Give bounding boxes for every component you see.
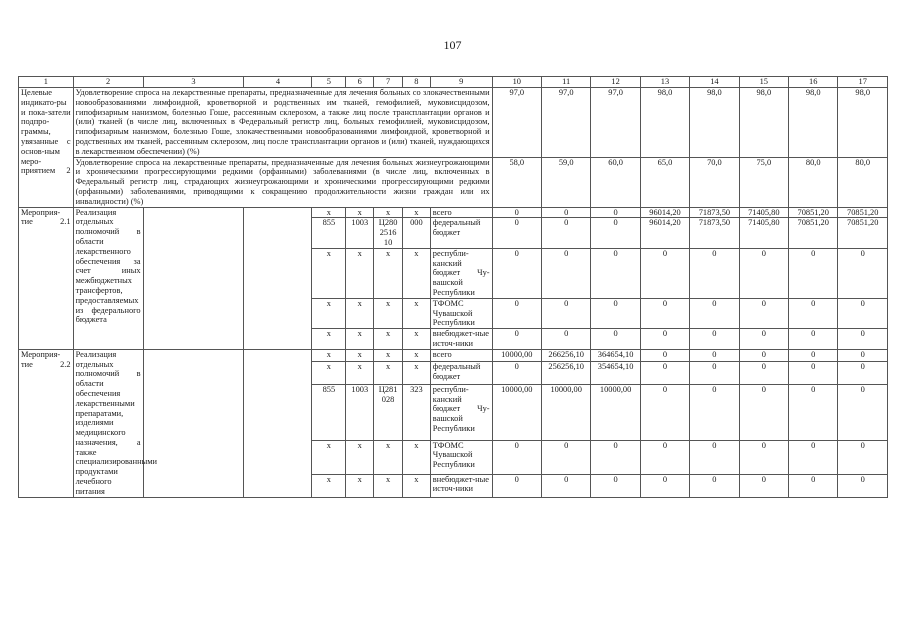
amount-cell: 0	[739, 329, 788, 350]
indicator-label: Целевые индикато-ры и пока-затели подпро-граммы, увязанные с основ-ным меро-приятием 2	[19, 88, 74, 208]
amount-cell: 0	[591, 207, 640, 218]
amount-cell: 71405,80	[739, 207, 788, 218]
code-cell: x	[403, 349, 431, 361]
column-header: 4	[244, 77, 312, 88]
indicator-value: 70,0	[690, 157, 739, 207]
amount-cell: 0	[640, 298, 689, 328]
amount-cell: 266256,10	[541, 349, 590, 361]
amount-cell: 0	[789, 298, 838, 328]
code-cell: x	[403, 248, 431, 298]
amount-cell: 0	[640, 248, 689, 298]
code-cell: x	[403, 361, 431, 384]
amount-cell: 0	[492, 474, 541, 497]
amount-cell: 0	[640, 361, 689, 384]
table-body	[19, 77, 888, 498]
code-cell: x	[346, 329, 374, 350]
amount-cell: 0	[838, 384, 888, 440]
code-cell: x	[346, 207, 374, 218]
column-header: 6	[346, 77, 374, 88]
indicator-value: 75,0	[739, 157, 788, 207]
program-table	[18, 76, 888, 498]
indicator-value: 98,0	[690, 88, 739, 158]
amount-cell: 0	[591, 474, 640, 497]
code-cell: x	[374, 298, 403, 328]
code-cell: x	[312, 329, 346, 350]
funding-source: всего	[430, 349, 492, 361]
amount-cell: 0	[591, 440, 640, 474]
amount-cell: 70851,20	[789, 207, 838, 218]
header-row	[19, 77, 888, 88]
code-cell: x	[346, 474, 374, 497]
indicator-value: 98,0	[640, 88, 689, 158]
code-cell: x	[403, 329, 431, 350]
amount-cell: 0	[789, 248, 838, 298]
amount-cell: 70851,20	[789, 218, 838, 248]
amount-cell: 0	[838, 329, 888, 350]
amount-cell: 70851,20	[838, 207, 888, 218]
code-cell: x	[312, 440, 346, 474]
amount-cell: 0	[690, 384, 739, 440]
indicator-value: 80,0	[789, 157, 838, 207]
indicator-value: 65,0	[640, 157, 689, 207]
code-cell: x	[403, 474, 431, 497]
amount-cell: 10000,00	[492, 349, 541, 361]
amount-cell: 0	[591, 218, 640, 248]
code-cell: 1003	[346, 218, 374, 248]
code-cell: x	[312, 474, 346, 497]
column-header: 17	[838, 77, 888, 88]
amount-cell: 96014,20	[640, 207, 689, 218]
funding-source: всего	[430, 207, 492, 218]
column-header: 1	[19, 77, 74, 88]
amount-cell: 0	[591, 248, 640, 298]
code-cell: x	[374, 440, 403, 474]
funding-source: республи-канский бюджет Чу-вашской Республики	[430, 384, 492, 440]
amount-cell: 0	[838, 349, 888, 361]
indicator-value: 58,0	[492, 157, 541, 207]
amount-cell: 0	[541, 207, 590, 218]
funding-source: федеральный бюджет	[430, 218, 492, 248]
indicator-value: 98,0	[838, 88, 888, 158]
amount-cell: 0	[739, 248, 788, 298]
amount-cell: 256256,10	[541, 361, 590, 384]
event-label: Мероприя-тие 2.2	[19, 349, 74, 497]
column-header: 12	[591, 77, 640, 88]
code-cell: 855	[312, 218, 346, 248]
amount-cell: 0	[739, 474, 788, 497]
code-cell: Ц280 2516 10	[374, 218, 403, 248]
amount-cell: 0	[739, 298, 788, 328]
amount-cell: 0	[838, 248, 888, 298]
amount-cell: 0	[591, 329, 640, 350]
code-cell: 000	[403, 218, 431, 248]
amount-cell: 0	[838, 361, 888, 384]
funding-source: ТФОМС Чувашской Республики	[430, 298, 492, 328]
indicator-text: Удовлетворение спроса на лекарственные препараты, предназначенные для лечения больных жизнеугрожающими и хроническими прогрессирующими редкими (орфанными) заболеваниями (в числе лиц, включенных в Федеральный регистр лиц, страдающих жизнеугрожающими и хроническими прогрессирующими редкими (орфанными) заболеваниями, приводящими к сокращению продолжительности жизни граждан или их инвалидности) (%)	[73, 157, 492, 207]
code-cell: Ц281 028	[374, 384, 403, 440]
column-header: 13	[640, 77, 689, 88]
column-header: 15	[739, 77, 788, 88]
event-label: Мероприя-тие 2.1	[19, 207, 74, 349]
code-cell: x	[346, 248, 374, 298]
col-3-cell	[143, 207, 244, 349]
indicator-value: 97,0	[591, 88, 640, 158]
amount-cell: 0	[541, 298, 590, 328]
table-row	[19, 207, 888, 218]
amount-cell: 0	[640, 440, 689, 474]
amount-cell: 0	[838, 440, 888, 474]
code-cell: x	[403, 440, 431, 474]
column-header: 7	[374, 77, 403, 88]
column-header: 16	[789, 77, 838, 88]
column-header: 10	[492, 77, 541, 88]
amount-cell: 0	[838, 474, 888, 497]
amount-cell: 10000,00	[591, 384, 640, 440]
code-cell: x	[346, 349, 374, 361]
code-cell: x	[346, 298, 374, 328]
amount-cell: 0	[739, 384, 788, 440]
indicator-value: 97,0	[541, 88, 590, 158]
column-header: 2	[73, 77, 143, 88]
amount-cell: 0	[541, 440, 590, 474]
code-cell: x	[374, 361, 403, 384]
amount-cell: 0	[789, 440, 838, 474]
amount-cell: 0	[541, 218, 590, 248]
code-cell: x	[374, 474, 403, 497]
amount-cell: 364654,10	[591, 349, 640, 361]
col-4-cell	[244, 207, 312, 349]
amount-cell: 0	[739, 349, 788, 361]
indicator-value: 97,0	[492, 88, 541, 158]
amount-cell: 0	[690, 361, 739, 384]
amount-cell: 0	[690, 474, 739, 497]
amount-cell: 0	[739, 361, 788, 384]
code-cell: x	[403, 207, 431, 218]
code-cell: x	[346, 361, 374, 384]
amount-cell: 0	[789, 329, 838, 350]
code-cell: x	[374, 349, 403, 361]
indicator-text: Удовлетворение спроса на лекарственные препараты, предназначенные для лечения больных со злокачественными новообразованиями лимфоидной, кроветворной и родственных им тканей, гемофилией, муковисцидозом, гипофизарным нанизмом, болезнью Гоше, рассеянным склерозом, а также лиц после трансплантации органов и (или) тканей (в числе лиц, включенных в Федеральный регистр лиц, больных гемофилией, муковисцидозом, гипофизарным нанизмом, болезнью Гоше, злокачественными новообразованиями лимфоидной, кроветворной и родственных им тканей, рассеянным склерозом, лиц после трансплантации органов и (или) тканей, нуждающихся в лекарственном обеспечении) (%)	[73, 88, 492, 158]
amount-cell: 0	[789, 474, 838, 497]
indicator-value: 59,0	[541, 157, 590, 207]
code-cell: x	[312, 298, 346, 328]
indicator-value: 98,0	[789, 88, 838, 158]
indicator-row	[19, 157, 888, 207]
column-header: 8	[403, 77, 431, 88]
amount-cell: 0	[690, 298, 739, 328]
amount-cell: 0	[789, 384, 838, 440]
code-cell: 323	[403, 384, 431, 440]
indicator-value: 98,0	[739, 88, 788, 158]
funding-source: внебюджет-ные источ-ники	[430, 329, 492, 350]
amount-cell: 0	[492, 361, 541, 384]
amount-cell: 96014,20	[640, 218, 689, 248]
code-cell: 1003	[346, 384, 374, 440]
amount-cell: 70851,20	[838, 218, 888, 248]
amount-cell: 10000,00	[492, 384, 541, 440]
page-number: 107	[443, 38, 462, 52]
amount-cell: 0	[640, 384, 689, 440]
amount-cell: 0	[492, 218, 541, 248]
amount-cell: 0	[541, 474, 590, 497]
amount-cell: 0	[541, 248, 590, 298]
amount-cell: 0	[492, 207, 541, 218]
funding-source: республи-канский бюджет Чу-вашской Республики	[430, 248, 492, 298]
amount-cell: 10000,00	[541, 384, 590, 440]
code-cell: x	[346, 440, 374, 474]
column-header: 11	[541, 77, 590, 88]
code-cell: 855	[312, 384, 346, 440]
indicator-row	[19, 88, 888, 158]
amount-cell: 0	[541, 329, 590, 350]
event-name: Реализация отдельных полномочий в области лекарственного обеспечения за счет иных межбюджетных трансфертов, предоставляемых из федерального бюджета	[73, 207, 143, 349]
code-cell: x	[374, 207, 403, 218]
amount-cell: 0	[640, 349, 689, 361]
indicator-value: 60,0	[591, 157, 640, 207]
amount-cell: 0	[690, 329, 739, 350]
amount-cell: 354654,10	[591, 361, 640, 384]
amount-cell: 0	[591, 298, 640, 328]
code-cell: x	[312, 207, 346, 218]
code-cell: x	[374, 329, 403, 350]
amount-cell: 0	[690, 248, 739, 298]
code-cell: x	[312, 349, 346, 361]
amount-cell: 0	[492, 298, 541, 328]
amount-cell: 0	[492, 440, 541, 474]
amount-cell: 71405,80	[739, 218, 788, 248]
amount-cell: 0	[690, 440, 739, 474]
table-row	[19, 349, 888, 361]
amount-cell: 0	[640, 474, 689, 497]
col-3-cell	[143, 349, 244, 497]
code-cell: x	[312, 248, 346, 298]
amount-cell: 71873,50	[690, 218, 739, 248]
column-header: 5	[312, 77, 346, 88]
column-header: 9	[430, 77, 492, 88]
code-cell: x	[312, 361, 346, 384]
amount-cell: 0	[492, 248, 541, 298]
funding-source: федеральный бюджет	[430, 361, 492, 384]
column-header: 3	[143, 77, 244, 88]
amount-cell: 0	[789, 361, 838, 384]
code-cell: x	[403, 298, 431, 328]
funding-source: внебюджет-ные источ-ники	[430, 474, 492, 497]
amount-cell: 0	[739, 440, 788, 474]
amount-cell: 0	[838, 298, 888, 328]
amount-cell: 0	[492, 329, 541, 350]
amount-cell: 71873,50	[690, 207, 739, 218]
column-header: 14	[690, 77, 739, 88]
amount-cell: 0	[789, 349, 838, 361]
indicator-value: 80,0	[838, 157, 888, 207]
amount-cell: 0	[690, 349, 739, 361]
code-cell: x	[374, 248, 403, 298]
event-name: Реализация отдельных полномочий в области обеспечения лекарственными препаратами, изделиями медицинского назначения, а также специализированными продуктами лечебного питания	[73, 349, 143, 497]
col-4-cell	[244, 349, 312, 497]
funding-source: ТФОМС Чувашской Республики	[430, 440, 492, 474]
amount-cell: 0	[640, 329, 689, 350]
